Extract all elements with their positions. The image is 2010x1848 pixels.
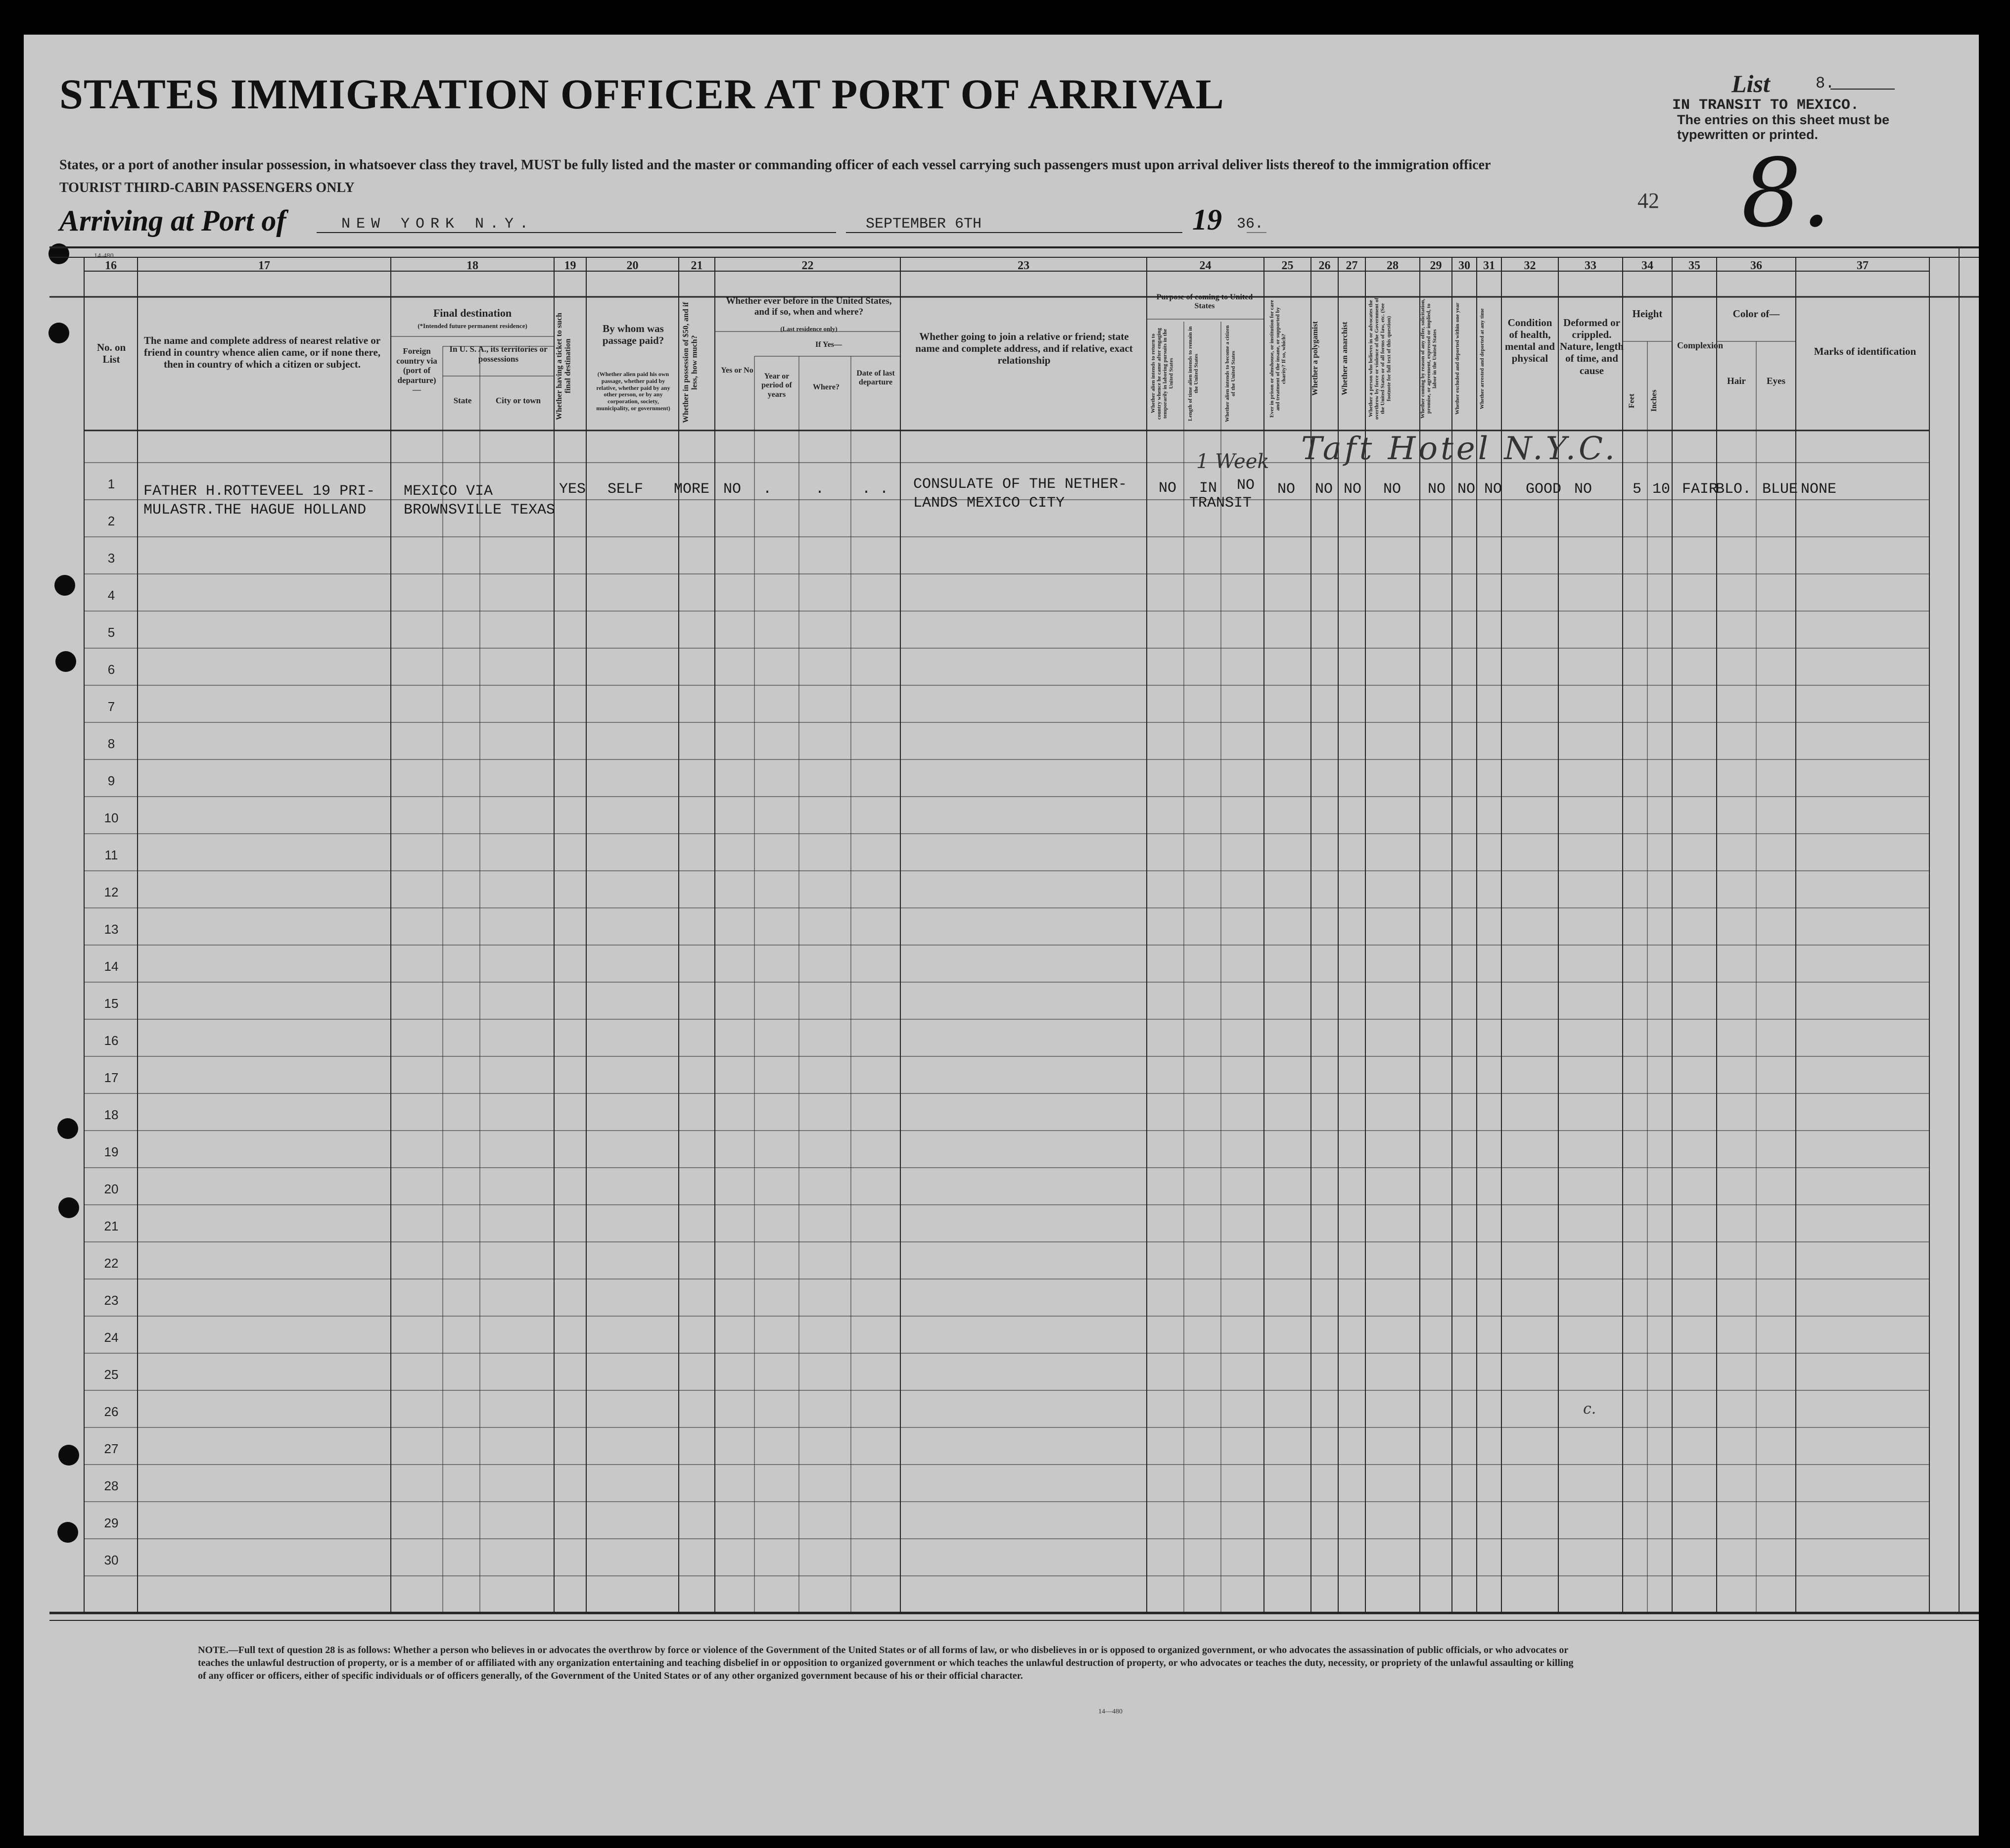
header-become-citizen: Whether alien intends to become a citizen of the United States <box>1224 325 1237 422</box>
header-foreign-country: Foreign country via (port of departure)— <box>396 346 437 395</box>
foreign-country-line1: MEXICO VIA <box>404 483 493 500</box>
row-number: 18 <box>104 1107 119 1122</box>
header-anarchist: Whether an anarchist <box>1341 322 1349 396</box>
row-number: 28 <box>104 1478 119 1493</box>
year-prefix: 19 <box>1192 203 1222 236</box>
row-number: 9 <box>107 773 115 788</box>
row-number: 23 <box>104 1293 119 1308</box>
offer-labor-value: NO <box>1428 481 1446 498</box>
header-inches: Inches <box>1650 389 1658 412</box>
header-city: City or town <box>495 396 541 405</box>
footnote-question-28: NOTE.—Full text of question 28 is as follows: Whether a person who believes in or advocates the overthrow by force or violence of the Government of the United States or of all forms of law, or who disbelieves in or is opposed to organized government, or who advocates the assassination of public officials, or who advocates or teaches the unlawful destruction of property, or is a member of or affiliated with any organization entertaining and teaching disbelief in or opposition to organized government or which teaches the unlawful destruction of property, or who advocates or teaches the duty, necessity, or propriety of the unlawful assaulting or killing of any officer or officers, either of specific individuals or of officers generally, of the Government of the United States or of any other organized government because of his or their official character. <box>198 1645 1574 1681</box>
row-number: 5 <box>107 625 115 640</box>
column-number: 18 <box>467 259 478 272</box>
row-number: 22 <box>104 1256 119 1271</box>
column-number: 35 <box>1688 259 1700 272</box>
feet-value: 5 <box>1633 481 1642 498</box>
row-number: 30 <box>104 1553 119 1567</box>
header-ticket: Whether having a ticket to such final destination <box>555 312 572 420</box>
row-number: 11 <box>104 848 118 862</box>
header-eyes: Eyes <box>1767 376 1785 386</box>
header-no-on-list: No. on List <box>96 341 126 366</box>
header-health: Condition of health, mental and physical <box>1505 317 1555 365</box>
column-number: 28 <box>1387 259 1399 272</box>
deformed-value: NO <box>1574 481 1592 498</box>
complexion-value: FAIR <box>1682 481 1718 498</box>
form-code-top: 14-480 <box>94 252 114 260</box>
purpose-return: NO <box>1159 480 1177 497</box>
row-number: 21 <box>104 1219 119 1233</box>
row-number: 20 <box>104 1182 119 1196</box>
header-final-destination: Final destination <box>433 307 512 319</box>
header-state: State <box>453 396 472 405</box>
handwritten-mark: c. <box>1583 1400 1596 1418</box>
column-number: 33 <box>1585 259 1596 272</box>
column-number: 30 <box>1458 259 1470 272</box>
header-purpose: Purpose of coming to United States <box>1156 293 1253 311</box>
column-number: 34 <box>1641 259 1653 272</box>
eyes-value: BLUE <box>1762 481 1798 498</box>
header-last-residence: (Last residence only) <box>780 325 838 332</box>
header-fifty-dollars: Whether in possession of $50, and if less, how much? <box>682 302 699 424</box>
header-marks: Marks of identification <box>1814 345 1917 357</box>
row-number: 19 <box>104 1144 119 1159</box>
class-line: TOURIST THIRD-CABIN PASSENGERS ONLY <box>59 180 355 195</box>
header-in-usa: In U. S. A., its territories or possessions <box>449 344 548 364</box>
ticket-value: YES <box>559 481 586 498</box>
column-number: 31 <box>1483 259 1495 272</box>
column-number: 27 <box>1346 259 1358 272</box>
form-code-bottom: 14—480 <box>1098 1708 1122 1715</box>
arrested-value: NO <box>1484 481 1502 498</box>
row-number: 1 <box>107 476 115 491</box>
header-color-of: Color of— <box>1732 308 1780 320</box>
header-passage-paid: By whom was passage paid? <box>602 323 664 347</box>
header-joining: Whether going to join a relative or friend; state name and complete address, and if relative, exact relationship <box>915 331 1133 367</box>
header-nearest-relative: The name and complete address of nearest relative or friend in country whence alien came, or if none there, then in country of which a citizen or subject. <box>143 334 381 371</box>
header-offer-labor: Whether coming by reason of any offer, solicitation, promise, or agreement, expressed or implied, to labor in the United States <box>1420 298 1438 419</box>
column-number: 16 <box>105 259 117 272</box>
header-yes-no: Yes or No <box>721 366 753 375</box>
row-number: 3 <box>107 551 115 566</box>
header-where: Where? <box>813 383 840 391</box>
purpose-citizen: NO <box>1237 477 1255 494</box>
handwritten-week: 1 Week <box>1196 450 1269 473</box>
column-number: 25 <box>1281 259 1294 272</box>
row-number: 26 <box>104 1404 119 1419</box>
purpose-length-line1: IN <box>1199 480 1217 497</box>
row-number: 13 <box>104 922 119 937</box>
column-number: 17 <box>258 259 270 272</box>
instructions-line: States, or a port of another insular possession, in whatsoever class they travel, MUST be fully listed and the master or commanding officer of each vessel carrying such passengers must upon arrival deliver lists thereof to the immigration officer <box>59 157 1491 173</box>
header-last-departure: Date of last departure <box>856 369 895 387</box>
row-number: 8 <box>107 736 115 751</box>
hair-value: BLO. <box>1716 481 1752 498</box>
row-number: 2 <box>107 514 115 528</box>
header-if-yes: If Yes— <box>815 340 842 349</box>
row-number: 14 <box>104 959 119 974</box>
column-number: 37 <box>1857 259 1869 272</box>
inches-value: 10 <box>1652 481 1671 498</box>
header-polygamist: Whether a polygamist <box>1311 321 1319 396</box>
list-value: 8. <box>1816 74 1835 93</box>
before-us-value: NO <box>723 481 742 498</box>
year-value: . <box>763 481 772 498</box>
column-number: 23 <box>1018 259 1029 272</box>
port-value: NEW YORK N.Y. <box>341 216 535 233</box>
row-number: 4 <box>107 588 115 603</box>
header-height: Height <box>1632 308 1663 320</box>
departure-value: . . <box>862 481 889 498</box>
row-number: 17 <box>104 1070 119 1085</box>
header-final-destination-note: (*Intended future permanent residence) <box>418 322 527 330</box>
row-number: 25 <box>104 1367 119 1382</box>
column-number: 26 <box>1318 259 1331 272</box>
excluded-value: NO <box>1457 481 1476 498</box>
row-number: 12 <box>104 885 119 900</box>
column-number: 29 <box>1430 259 1442 272</box>
transit-note: IN TRANSIT TO MEXICO. <box>1672 97 1860 114</box>
where-value: . <box>815 481 825 498</box>
header-year: Year or period of years <box>761 372 792 399</box>
row-number: 16 <box>104 1033 119 1048</box>
paid-by-value: SELF <box>608 481 644 498</box>
relative-address-line1: FATHER H.ROTTEVEEL 19 PRI- <box>143 483 375 500</box>
joining-line1: CONSULATE OF THE NETHER- <box>913 476 1127 493</box>
purpose-length-line2: TRANSIT <box>1189 495 1252 512</box>
date-value: SEPTEMBER 6TH <box>866 216 982 233</box>
header-arrested: Whether arrested and deported at any time <box>1479 308 1485 409</box>
marks-value: NONE <box>1801 481 1837 498</box>
sheet-number-handwritten: 8. <box>1741 139 1831 248</box>
row-number: 24 <box>104 1330 119 1345</box>
header-overthrow: Whether a person who believes in or advocates the overthrow by force or violence of the Government of the United States or of all forms of law, etc. (See footnote for full text of this question) <box>1368 297 1392 420</box>
money-value: MORE <box>674 481 710 498</box>
row-number: 6 <box>107 662 115 677</box>
header-feet: Feet <box>1628 393 1636 408</box>
page-number: 42 <box>1637 189 1659 213</box>
arriving-label: Arriving at Port of <box>59 204 286 237</box>
typewritten-note: The entries on this sheet must be typewritten or printed. <box>1677 112 1890 142</box>
column-number: 24 <box>1199 259 1212 272</box>
list-label: List <box>1731 70 1770 97</box>
column-number: 22 <box>801 259 814 272</box>
foreign-country-line2: BROWNSVILLE TEXAS <box>404 502 556 519</box>
column-number: 32 <box>1524 259 1536 272</box>
relative-address-line2: MULASTR.THE HAGUE HOLLAND <box>143 502 367 519</box>
prison-value: NO <box>1277 481 1296 498</box>
header-deformed: Deformed or crippled. Nature, length of time, and cause <box>1559 317 1624 377</box>
column-number: 19 <box>564 259 576 272</box>
column-number: 21 <box>691 259 703 272</box>
page-title: STATES IMMIGRATION OFFICER AT PORT OF ARRIVAL <box>59 70 1224 118</box>
header-hair: Hair <box>1727 376 1746 386</box>
year-suffix: 36. <box>1237 216 1264 233</box>
row-number: 10 <box>104 810 119 825</box>
handwritten-hotel: Taft Hotel N.Y.C. <box>1301 430 1618 467</box>
overthrow-value: NO <box>1383 481 1402 498</box>
row-number: 29 <box>104 1516 119 1530</box>
row-number: 7 <box>107 699 115 714</box>
header-prison: Ever in prison or almshouse, or institution for care and treatment of the insane, or supported by charity? If so, which? <box>1269 300 1287 418</box>
header-length-stay: Length of time alien intends to remain in the United States <box>1187 326 1200 421</box>
header-return-country: Whether alien intends to return to country whence he came after engaging temporarily in laboring pursuits in the United States <box>1150 328 1174 420</box>
row-number: 15 <box>104 996 119 1011</box>
joining-line2: LANDS MEXICO CITY <box>913 495 1065 512</box>
header-ever-before: Whether ever before in the United States, and if so, when and where? <box>726 296 892 317</box>
header-complexion: Complexion <box>1677 340 1724 350</box>
header-passage-note: (Whether alien paid his own passage, whether paid by relative, whether paid by any other person, or by any corporation, society, municipality, or government) <box>596 371 670 412</box>
row-number: 27 <box>104 1441 119 1456</box>
column-number: 20 <box>626 259 639 272</box>
column-number: 36 <box>1750 259 1762 272</box>
header-excluded: Whether excluded and deported within one year <box>1454 302 1460 415</box>
health-value: GOOD <box>1526 481 1562 498</box>
anarchist-value: NO <box>1344 481 1362 498</box>
polygamist-value: NO <box>1315 481 1333 498</box>
